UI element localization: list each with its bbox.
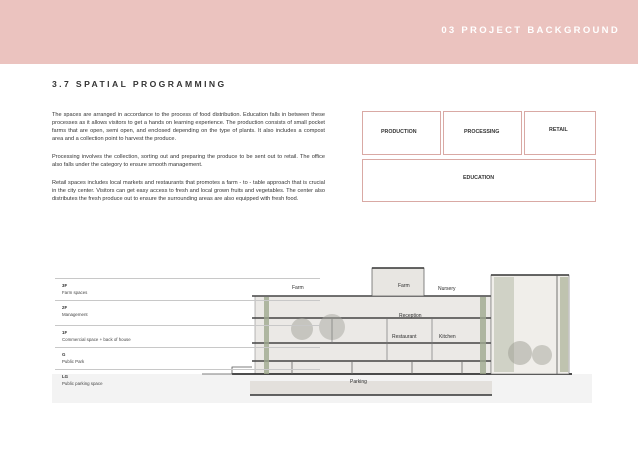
education-label: EDUCATION [463, 175, 495, 181]
room-reception: Reception [399, 313, 422, 319]
level-2f-code: 2F [62, 305, 68, 310]
level-g-code: G [62, 352, 66, 357]
level-lg-code: LG [62, 374, 69, 379]
processing-label: PROCESSING [464, 129, 500, 135]
level-3f-code: 3F [62, 283, 68, 288]
retail-box [524, 111, 596, 155]
production-label: PRODUCTION [381, 129, 417, 135]
building-section-drawing [52, 263, 592, 403]
section-title: 3.7 SPATIAL PROGRAMMING [52, 79, 227, 89]
room-parking: Parking [350, 379, 367, 385]
room-restaurant: Restaurant [392, 334, 417, 340]
retail-label: RETAIL [549, 127, 568, 133]
level-lg [55, 369, 320, 386]
education-box [362, 159, 596, 202]
level-3f-desc: Farm spaces [62, 290, 88, 295]
building-section [52, 263, 592, 403]
level-lg-desc: Public parking space [62, 381, 103, 386]
paragraph-3: Retail spaces includes local markets and restaurants that promotes a farm - to - table approach that is crucial in the city center. Visitors can get easy access to fresh and local grown fruits and vegetables. The center also distributes the fresh produce out to ensure the surrounding areas are also equipped with fresh food. [52, 180, 325, 202]
room-nursery: Nursery [438, 286, 456, 292]
header-banner [0, 0, 638, 64]
level-2f-desc: Management [62, 312, 88, 317]
page-header-title: 03 PROJECT BACKGROUND [441, 25, 620, 36]
level-1f-desc: Commercial space + back of house [62, 337, 131, 342]
paragraph-2: Processing involves the collection, sorting out and preparing the produce to be sent out to retail. The office also falls under the category to ensure smooth management. [52, 154, 325, 168]
level-g [55, 347, 320, 364]
level-3f [55, 278, 320, 295]
room-kitchen: Kitchen [439, 334, 456, 340]
level-2f [55, 300, 320, 317]
processing-box [443, 111, 522, 155]
room-farm-right: Farm [398, 283, 410, 289]
paragraph-1: The spaces are arranged in accordance to the process of food distribution. Education falls in between these processes as it allows visitors to get a hands on learning experience. The production consists of small pocket farms that are open, semi open, and enclosed depending on the type of plants. It also includes a compost area and a collection point to harvest the produce. [52, 112, 325, 142]
level-1f [55, 325, 320, 342]
room-farm-left: Farm [292, 285, 304, 291]
level-g-desc: Public Park [62, 359, 85, 364]
level-1f-code: 1F [62, 330, 68, 335]
production-box [362, 111, 441, 155]
